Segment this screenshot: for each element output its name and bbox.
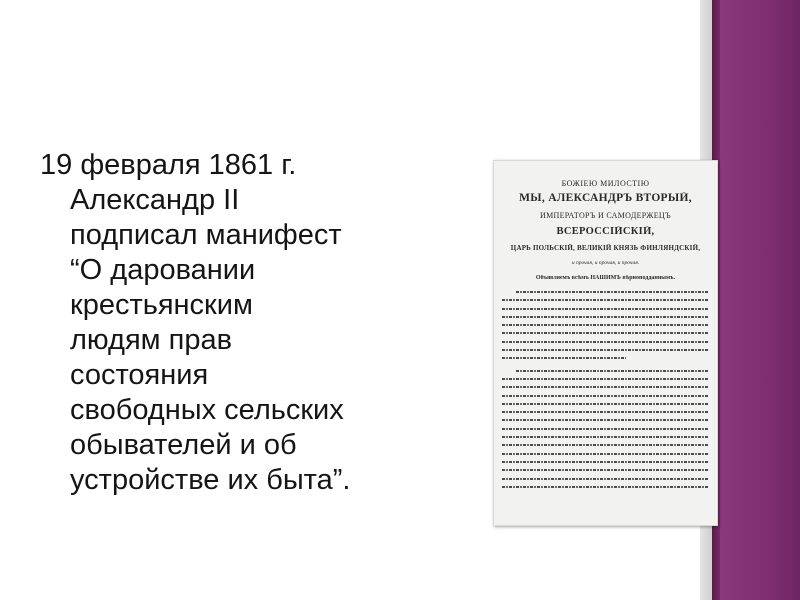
text-line: устройстве их быта”. bbox=[70, 464, 351, 496]
document-text-line bbox=[516, 291, 709, 293]
document-text-line bbox=[502, 349, 709, 351]
text-line: свободных сельских bbox=[70, 394, 344, 426]
text-line: “О даровании bbox=[70, 254, 256, 286]
slide-text bbox=[40, 148, 440, 498]
document-text-line bbox=[502, 453, 709, 455]
text-line: Александр II bbox=[70, 184, 240, 216]
document-body-text bbox=[502, 291, 709, 494]
document-text-line bbox=[516, 370, 709, 372]
decorative-band-purple bbox=[720, 0, 800, 600]
text-line: подписал манифест bbox=[70, 219, 342, 251]
document-text-line bbox=[502, 486, 709, 488]
document-text-line bbox=[502, 478, 709, 480]
document-text-line bbox=[502, 378, 709, 380]
document-text-line bbox=[502, 428, 709, 430]
document-text-line bbox=[502, 332, 709, 334]
document-text-line bbox=[502, 469, 709, 471]
document-heading: МЫ, АЛЕКСАНДРЪ ВТОРЫЙ, bbox=[519, 192, 692, 204]
text-line: состояния bbox=[70, 359, 209, 391]
document-text-line bbox=[502, 395, 709, 397]
document-text-line bbox=[502, 316, 709, 318]
document-text-line bbox=[502, 403, 709, 405]
text-line: обывателей и об bbox=[70, 429, 297, 461]
document-text-line bbox=[502, 341, 709, 343]
document-heading: ВСЕРОССІЙСКІЙ, bbox=[556, 226, 655, 237]
document-text-line bbox=[502, 411, 709, 413]
document-text-line bbox=[502, 386, 709, 388]
text-line: людям прав bbox=[70, 324, 233, 356]
document-text-line bbox=[502, 436, 709, 438]
document-text-line bbox=[502, 308, 709, 310]
text-line: крестьянским bbox=[70, 289, 253, 321]
document-text-line bbox=[502, 419, 709, 421]
document-heading: и прочая, и прочая, и прочая. bbox=[571, 260, 640, 266]
document-text-line bbox=[502, 299, 709, 301]
document-text-line bbox=[502, 461, 709, 463]
document-text-line bbox=[502, 444, 709, 446]
text-line: 19 февраля 1861 г. bbox=[40, 149, 297, 181]
document-heading: Объявляемъ всѣмъ НАШИМЪ вѣрноподданнымъ. bbox=[535, 275, 676, 281]
document-heading: ЦАРЬ ПОЛЬСКІЙ, ВЕЛИКІЙ КНЯЗЬ ФИНЛЯНДСКІЙ, bbox=[510, 244, 701, 252]
document-heading: БОЖІЕЮ МИЛОСТІЮ bbox=[561, 179, 650, 188]
manifesto-document-image bbox=[493, 160, 718, 526]
document-heading: ИМПЕРАТОРЪ И САМОДЕРЖЕЦЪ bbox=[540, 211, 671, 220]
document-text-line bbox=[502, 324, 709, 326]
document-text-line bbox=[502, 357, 626, 359]
